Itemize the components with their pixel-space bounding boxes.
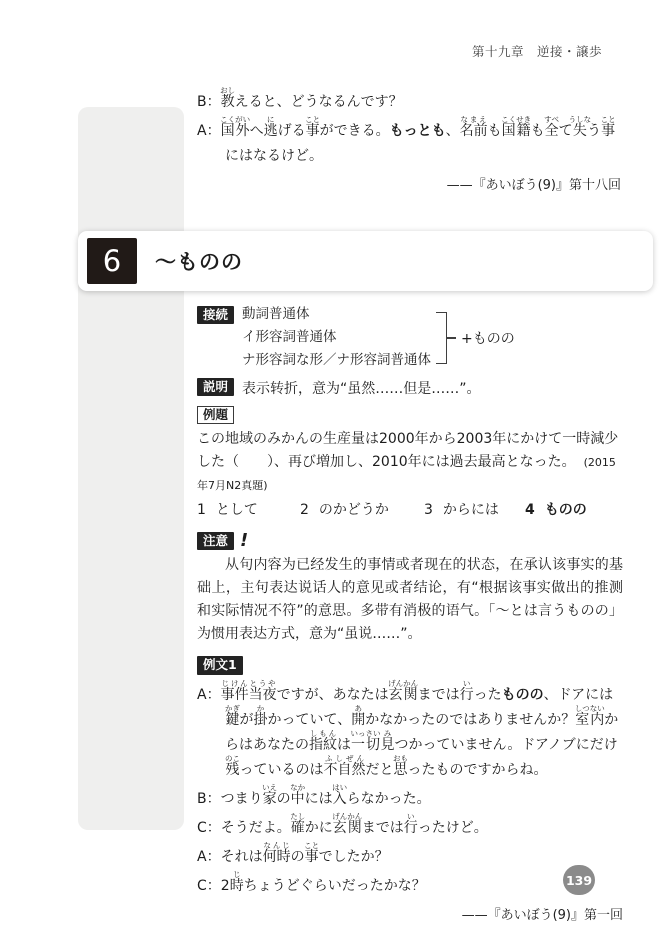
side-band-decoration: [78, 107, 184, 830]
dialogue-line: [197, 841, 623, 870]
page-number-badge: [563, 865, 595, 895]
dialogue-text: 教おしえると、どうなるんです？: [220, 86, 403, 110]
dialogue-line: [197, 115, 621, 169]
caution-header: [197, 530, 623, 551]
dialogue-text: そうだよ。確たしかに玄関げんかんまでは行いったけど。: [220, 811, 488, 836]
explanation-label: 説明: [197, 378, 234, 396]
page-number: 139: [565, 872, 593, 888]
example-sentence-block: [197, 654, 623, 922]
option-3: 3 からには: [424, 502, 499, 519]
intro-dialogue: [197, 86, 621, 193]
grouping-bracket: [436, 312, 447, 364]
section-number-badge: 6: [87, 238, 137, 284]
answer-options: [197, 499, 623, 521]
example-question-block: [197, 404, 623, 521]
form-line: ナ形容詞な形／ナ形容詞普通体: [242, 352, 432, 368]
caution-label: 注意: [197, 532, 234, 550]
connection-label: 接続: [197, 306, 234, 324]
dialogue-line: [197, 86, 621, 115]
connection-forms: [242, 303, 431, 372]
source-attribution: ——『あいぼう(9)』第十八回: [446, 178, 621, 193]
chapter-running-head: 第十九章 逆接・譲歩: [471, 44, 602, 59]
connection-block: [197, 303, 623, 372]
dialogue-text: それは何時なんじの事ことでしたか？: [220, 840, 389, 865]
speaker-label: C：: [197, 819, 221, 836]
caution-text: 从句内容为已经发生的事情或者现在的状态，在承认该事实的基础上，主句表达说话人的意见或者结论，有“根据该事实做出的推测和实际情况不符”的意思。多带有消极的语气。「～とは言うものの」为惯用表达方式，意为“虽说……”。: [197, 557, 623, 643]
speaker-label: C：: [197, 877, 221, 894]
option-4-correct: 4 ものの: [525, 502, 587, 519]
explanation-text: 表示转折，意为“虽然……但是……”。: [242, 381, 481, 397]
explanation-block: [197, 378, 623, 399]
section-title: ～ものの: [155, 250, 243, 274]
dialogue-line: [197, 812, 623, 841]
section-content: [197, 303, 623, 923]
example-sentence-label: 例文1: [197, 656, 243, 674]
exclamation-mark: !: [240, 530, 249, 552]
speaker-label: A：: [197, 848, 221, 865]
speaker-label: A：: [197, 123, 221, 139]
question-source: (2015年7月N2真題): [197, 456, 616, 493]
caution-block: [197, 530, 623, 646]
question-body: この地域のみかんの生産量は2000年から2003年にかけて一時減少した（ ）、再び増加し、2010年には過去最高となった。: [197, 431, 619, 471]
dialogue-text: 国外こくがいへ逃にげる事ことができる。もっとも、名前なまえも国籍こくせきも全すべて失うしなう事ことにはなるけど。: [220, 115, 616, 164]
example-question-label: 例題: [197, 406, 234, 424]
pattern-suffix: +ものの: [461, 331, 515, 347]
dialogue-line: [197, 870, 623, 899]
speaker-label: B：: [197, 94, 221, 110]
dialogue-text: つまり家いえの中なかには入はいらなかった。: [220, 782, 431, 807]
example-dialogue: [197, 679, 623, 899]
form-line: イ形容詞普通体: [242, 329, 337, 345]
section-header: [78, 231, 653, 291]
dialogue-line: [197, 679, 623, 783]
source-attribution: ——『あいぼう(9)』第一回: [461, 907, 623, 923]
question-text: [197, 428, 623, 497]
dialogue-text: 事件当夜じけんとうやですが、あなたは玄関げんかんまでは行いったものの、ドアには鍵かぎが掛かかっていて、開あかなかったのではありませんか？室内しつないからはあなたの指紋しもんは一切いっさい見みつかっていません。ドアノブにだけ残のこっているのは不自然ふしぜんだと思おもったものですからね。: [220, 678, 619, 778]
option-2: 2 のかどうか: [300, 502, 389, 519]
speaker-label: A：: [197, 686, 221, 703]
dialogue-text: 2時じちょうどぐらいだったかな？: [220, 869, 426, 894]
form-line: 動詞普通体: [242, 306, 310, 322]
option-1: 1 として: [197, 502, 258, 519]
speaker-label: B：: [197, 790, 221, 807]
dialogue-line: [197, 783, 623, 812]
